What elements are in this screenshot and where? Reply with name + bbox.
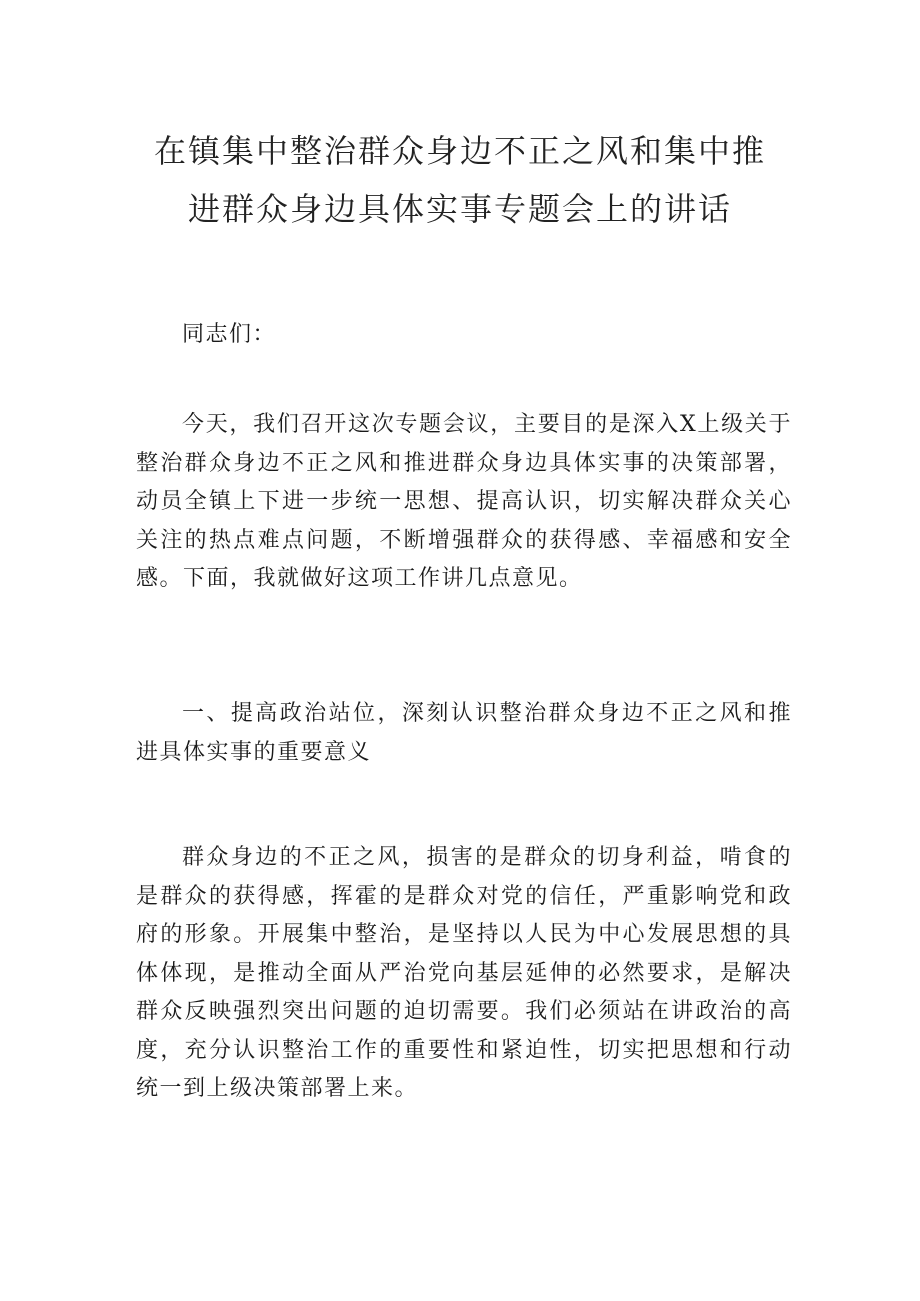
intro-paragraph: 今天，我们召开这次专题会议，主要目的是深入X上级关于整治群众身边不正之风和推进群众身边具体实事的决策部署，动员全镇上下进一步统一思想、提高认识，切实解决群众关心关注的热点难点问题，不断增强群众的获得感、幸福感和安全感。下面，我就做好这项工作讲几点意见。 [136, 412, 792, 591]
document-title [100, 122, 820, 238]
title-line-1: 在镇集中整治群众身边不正之风和集中推 [153, 132, 766, 170]
title-line-2: 进群众身边具体实事专题会上的讲话 [187, 190, 732, 228]
section-body-1: 群众身边的不正之风，损害的是群众的切身利益，啃食的是群众的获得感，挥霍的是群众对党的信任，严重影响党和政府的形象。开展集中整治，是坚持以人民为中心发展思想的具体体现，是推动全面从严治党向基层延伸的必然要求，是解决群众反映强烈突出问题的迫切需要。我们必须站在讲政治的高度，充分认识整治工作的重要性和紧迫性，切实把思想和行动统一到上级决策部署上来。 [136, 845, 792, 1101]
greeting: 同志们： [182, 322, 277, 347]
section-heading-1: 一、提高政治站位，深刻认识整治群众身边不正之风和推进具体实事的重要意义 [136, 701, 792, 765]
